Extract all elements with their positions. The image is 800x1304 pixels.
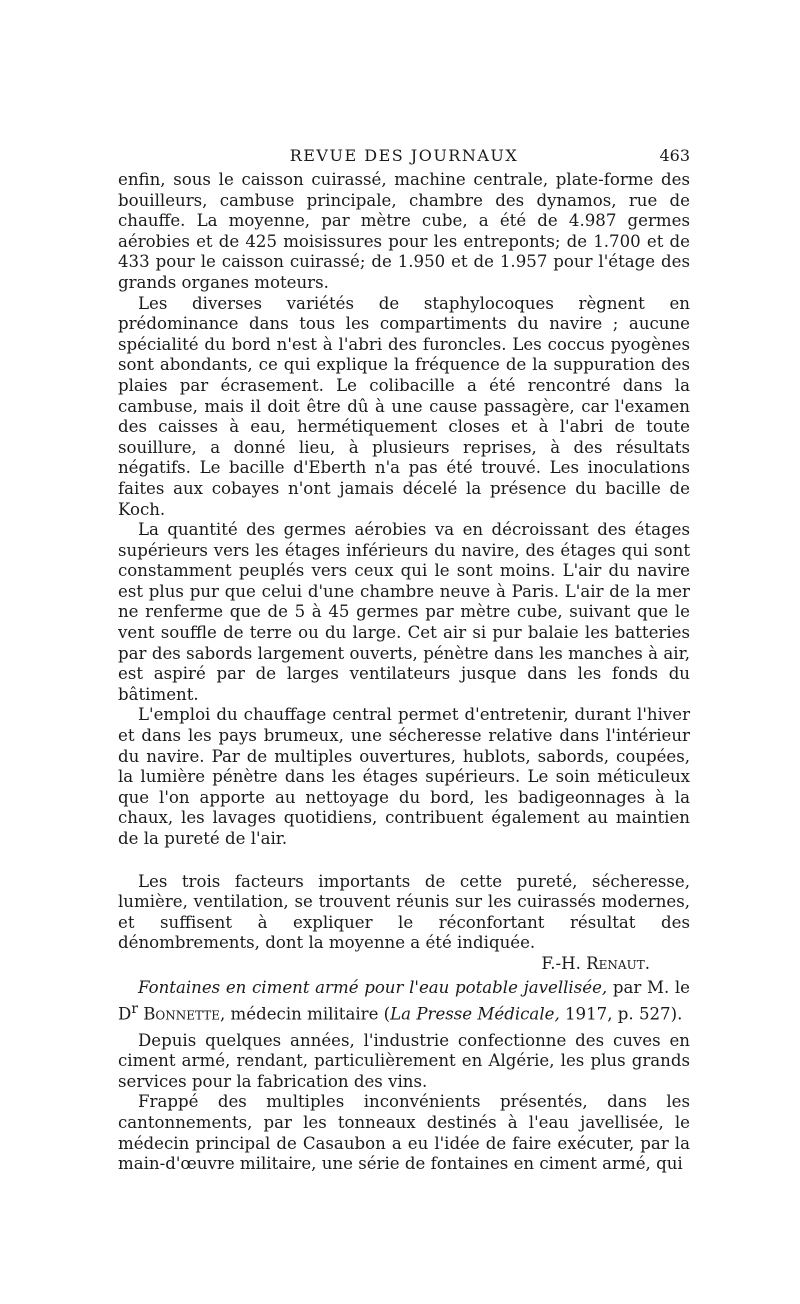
article-source-details: 1917, p. 527).: [559, 1004, 683, 1024]
paragraph: La quantité des germes aérobies va en décroissant des étages supérieurs vers les étages inférieurs du navire, des étages qui sont constamment peuplés vers ceux qui le sont moins. L'air du navire est plus pur que celui d'une chambre neuve à Paris. L'air de la mer ne renferme que de 5 à 45 germes par mètre cube, suivant que le vent souffle de terre ou du large. Cet air si pur balaie les batteries par des sabords largement ouverts, pénètre dans les manches à air, est aspiré par de larges ventilateurs jusque dans les fonds du bâtiment.: [118, 520, 690, 704]
author-signature: F.-H. Renaut.: [541, 953, 650, 973]
running-title: REVUE DES JOURNAUX: [289, 146, 519, 165]
article-title: Fontaines en ciment armé pour l'eau potable javellisée,: [138, 977, 608, 997]
article-body: [118, 170, 690, 1175]
journal-page: [118, 140, 690, 1175]
paragraph: enfin, sous le caisson cuirassé, machine centrale, plate-forme des bouilleurs, cambuse principale, chambre des dynamos, rue de chauffe. La moyenne, par mètre cube, a été de 4.987 germes aérobies et de 425 moisissures pour les entreponts; de 1.700 et de 433 pour le caisson cuirassé; de 1.950 et de 1.957 pour l'étage des grands organes moteurs.: [118, 170, 690, 292]
paragraph-gap: [118, 850, 690, 872]
article-byline: par M. le D: [118, 977, 690, 1024]
paragraph: Frappé des multiples inconvénients présentés, dans les cantonnements, par les tonneaux destinés à l'eau javellisée, le médecin principal de Casaubon a eu l'idée de faire exécuter, par la main-d'œuvre militaire, une série de fontaines en ciment armé, qui: [118, 1092, 690, 1174]
author-role: médecin militaire (: [225, 1004, 391, 1024]
paragraph: Depuis quelques années, l'industrie confectionne des cuves en ciment armé, rendant, particulièrement en Algérie, les plus grands services pour la fabrication des vins.: [118, 1030, 690, 1091]
article-source: La Presse Médicale,: [390, 1004, 560, 1024]
page-number: 463: [659, 146, 690, 165]
paragraph: Les trois facteurs importants de cette pureté, sécheresse, lumière, ventilation, se trouvent réunis sur les cuirassés modernes, et suffisent à expliquer le réconfortant résultat des dénombrements, dont la moyenne a été indiquée.: [118, 871, 690, 953]
article-author: Bonnette,: [137, 1004, 226, 1024]
running-header: [118, 140, 690, 170]
article-heading: [118, 978, 690, 1025]
paragraph: Les diverses variétés de staphylocoques règnent en prédominance dans tous les compartiments du navire ; aucune spécialité du bord n'est à l'abri des furoncles. Les coccus pyogènes sont abondants, ce qui explique la fréquence de la suppuration des plaies par écrasement. Le colibacille a été rencontré dans la cambuse, mais il doit être dû à une cause passagère, car l'examen des caisses à eau, hermétiquement closes et à l'abri de toute souillure, a donné lieu, à plusieurs reprises, à des résultats négatifs. Le bacille d'Eberth n'a pas été trouvé. Les inoculations faites aux cobayes n'ont jamais décelé la présence du bacille de Koch.: [118, 293, 690, 519]
doctor-superscript: r: [131, 1000, 138, 1017]
paragraph-with-signature: [118, 871, 690, 973]
paragraph: L'emploi du chauffage central permet d'entretenir, durant l'hiver et dans les pays brumeux, une sécheresse relative dans l'intérieur du navire. Par de multiples ouvertures, hublots, sabords, coupées, la lumière pénètre dans les étages supérieurs. Le soin méticuleux que l'on apporte au nettoyage du bord, les badigeonnages à la chaux, les lavages quotidiens, contribuent également au maintien de la pureté de l'air.: [118, 705, 690, 848]
